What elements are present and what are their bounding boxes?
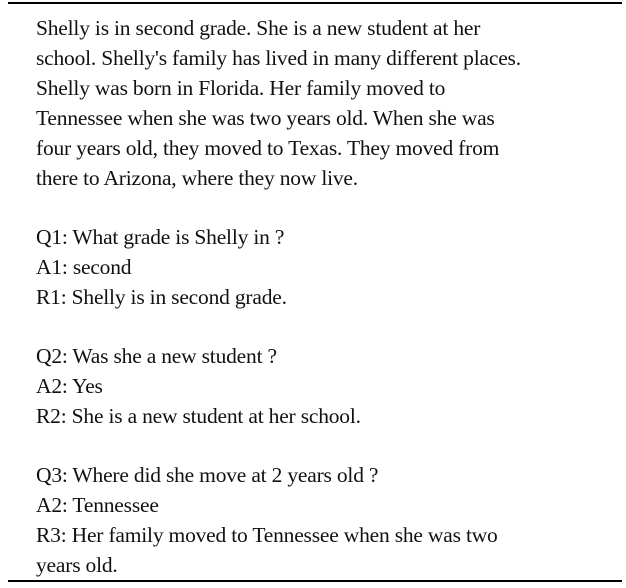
- qa-block-3: [36, 460, 621, 580]
- passage-line: four years old, they moved to Texas. They moved from: [36, 136, 500, 160]
- passage-line: Shelly was born in Florida. Her family moved to: [36, 76, 446, 100]
- rationale-line: R1: Shelly is in second grade.: [36, 285, 287, 309]
- rationale-line: R3: Her family moved to Tennessee when she was two: [36, 523, 498, 547]
- top-rule: [8, 2, 622, 4]
- question-line: Q3: Where did she move at 2 years old ?: [36, 463, 379, 487]
- passage-line: Shelly is in second grade. She is a new student at her: [36, 16, 481, 40]
- qa-block-2: [36, 341, 621, 431]
- question-line: Q2: Was she a new student ?: [36, 344, 277, 368]
- answer-line: A1: second: [36, 255, 132, 279]
- bottom-rule: [8, 580, 622, 582]
- rationale-line: R2: She is a new student at her school.: [36, 404, 361, 428]
- section-spacer: [36, 431, 621, 460]
- section-spacer: [36, 312, 621, 341]
- passage-line: school. Shelly's family has lived in many different places.: [36, 46, 521, 70]
- passage: [36, 13, 621, 193]
- rationale-line-continued: years old.: [36, 553, 118, 577]
- section-spacer: [36, 193, 621, 222]
- answer-line: A2: Yes: [36, 374, 103, 398]
- passage-line: Tennessee when she was two years old. When she was: [36, 106, 495, 130]
- answer-line: A2: Tennessee: [36, 493, 159, 517]
- question-line: Q1: What grade is Shelly in ?: [36, 225, 285, 249]
- qa-block-1: [36, 222, 621, 312]
- text-block: [36, 13, 621, 580]
- passage-line: there to Arizona, where they now live.: [36, 166, 358, 190]
